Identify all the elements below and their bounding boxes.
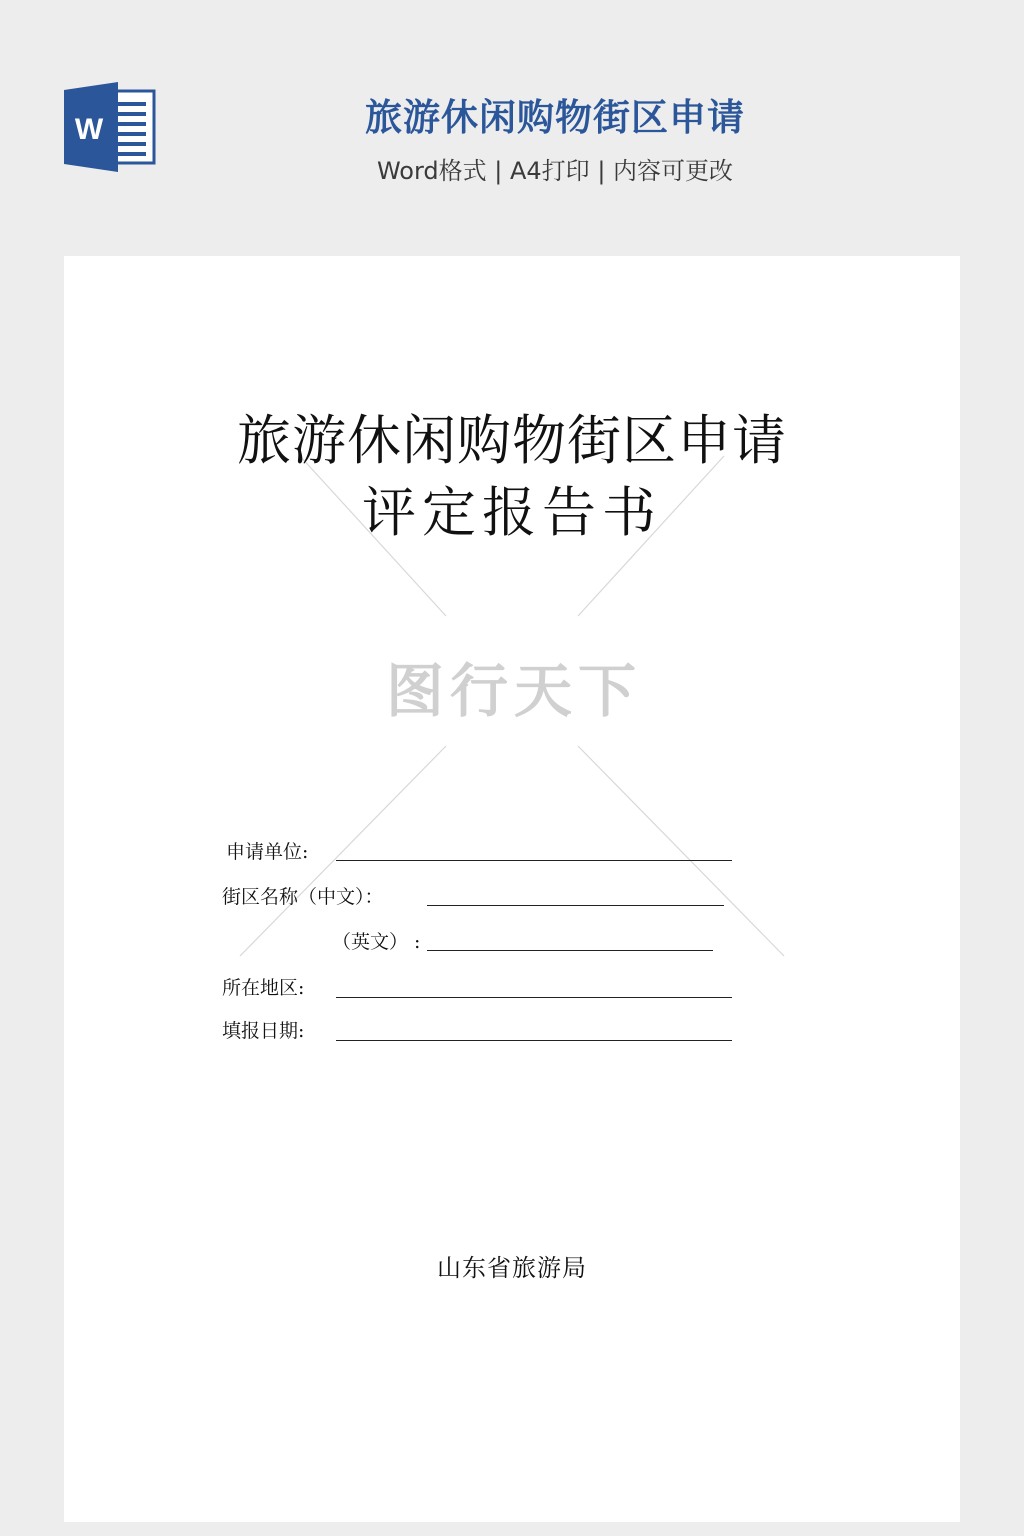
field-line-date[interactable] [336, 1040, 732, 1041]
header-title: 旅游休闲购物街区申请 [365, 96, 745, 139]
watermark-text: 图行天下 [385, 657, 643, 725]
issuer: 山东省旅游局 [437, 1254, 587, 1282]
word-icon [64, 82, 156, 172]
field-line-name-en[interactable] [427, 950, 713, 951]
svg-text:W: W [74, 113, 104, 146]
document-title-line-1: 旅游休闲购物街区申请 [237, 409, 787, 472]
field-label-date: 填报日期: [222, 1020, 305, 1042]
field-label-name-en: （英文） : [332, 931, 421, 953]
field-line-name-cn[interactable] [427, 905, 724, 906]
field-label-region: 所在地区: [222, 977, 305, 999]
field-label-applicant: 申请单位: [226, 841, 309, 863]
field-line-region[interactable] [336, 997, 732, 998]
header-subtitle: Word格式 | A4打印 | 内容可更改 [376, 157, 734, 185]
document-page [64, 256, 960, 1522]
field-label-name-cn: 街区名称（中文）： [222, 886, 384, 908]
field-line-applicant[interactable] [336, 860, 732, 861]
document-title-line-2: 评定报告书 [362, 481, 662, 544]
